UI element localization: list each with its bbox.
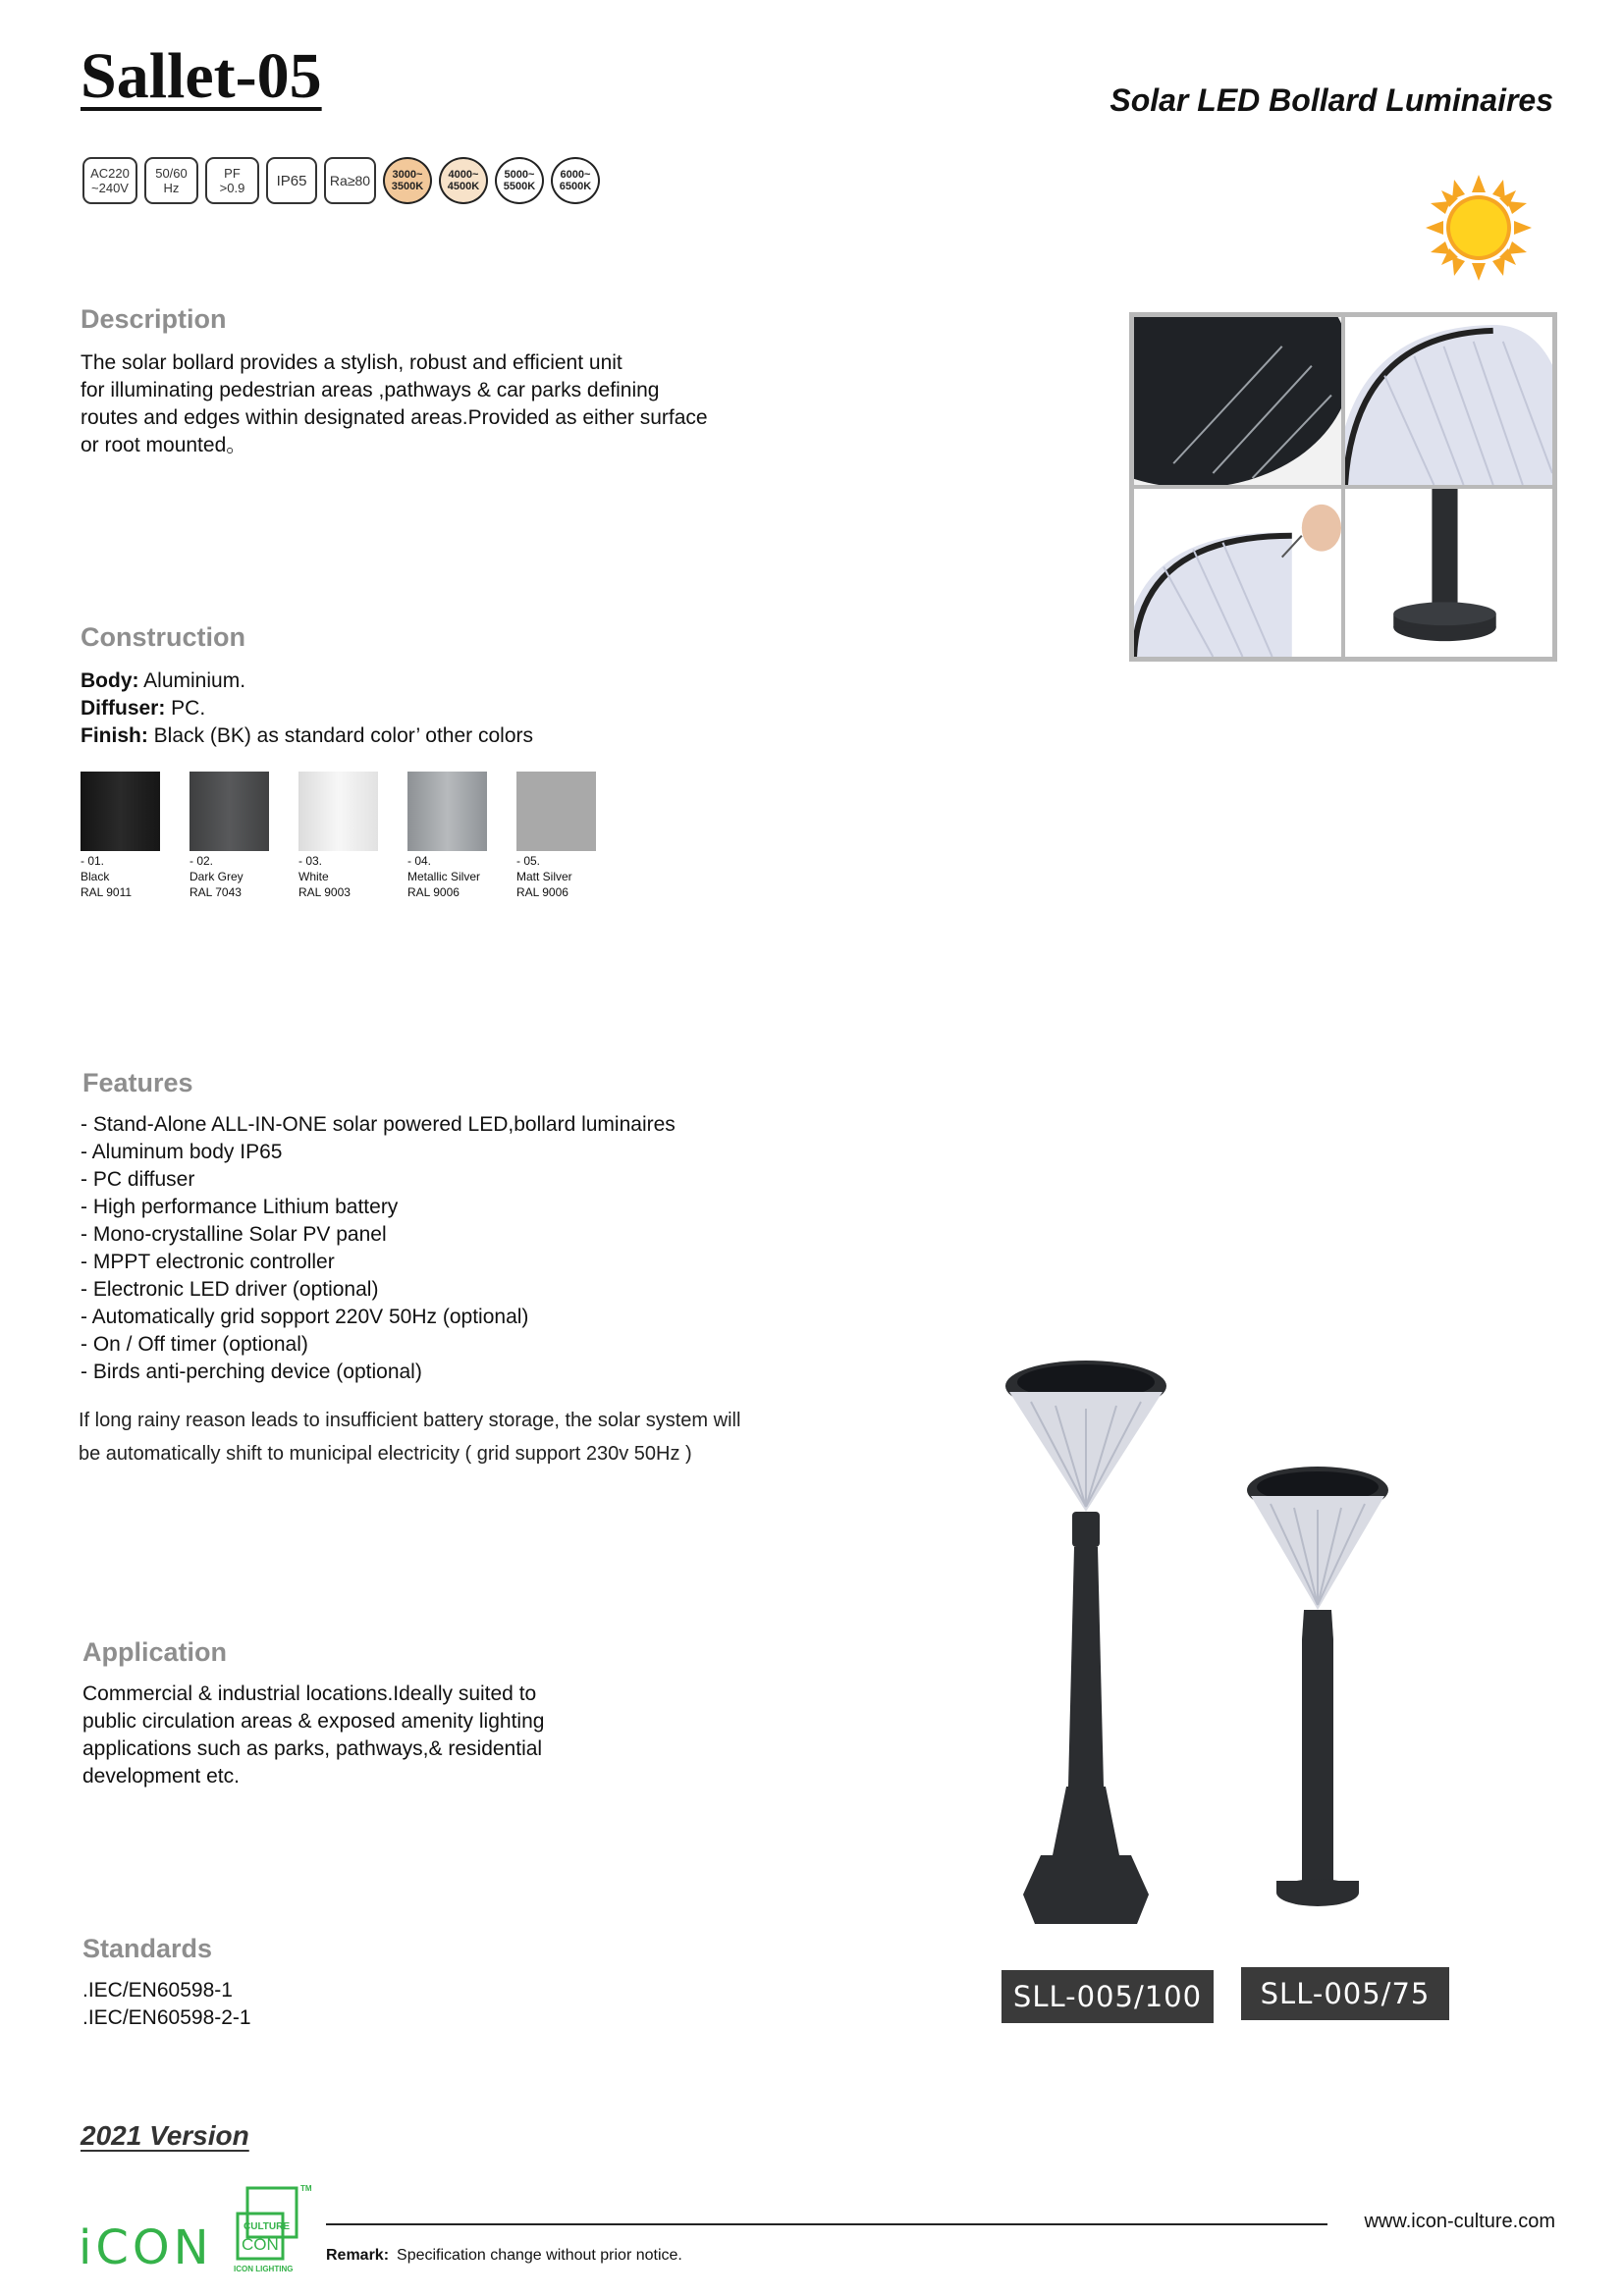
cct-badge-5000k: 5000~ 5500K [495,157,544,204]
diffuser-screw-photo [1134,489,1341,657]
cct-badge-4000k: 4000~ 4500K [439,157,488,204]
sun-icon [1424,173,1534,283]
list-item: - High performance Lithium battery [81,1196,399,1218]
tall-bollard-illustration [1001,1355,1168,1944]
remark: Remark: Specification change without prior notice. [326,2247,682,2264]
frequency-badge: 50/60 Hz [144,157,198,204]
list-item: - Stand-Alone ALL-IN-ONE solar powered LED,bollard luminaires [81,1113,676,1136]
body-spec: Body: Aluminium. [81,669,246,692]
list-item: - PC diffuser [81,1168,195,1191]
footer-divider [326,2223,1327,2225]
list-item: .IEC/EN60598-1 [82,1979,233,2002]
cct-badge-3000k: 3000~ 3500K [383,157,432,204]
application-text: Commercial & industrial locations.Ideally suited to public circulation areas & exposed amenity lighting applications such as parks, pathways,& residential development etc. [82,1682,545,1788]
list-item: - Mono-crystalline Solar PV panel [81,1223,387,1246]
version-label: 2021 Version [81,2120,249,2151]
product-detail-photos [1129,312,1557,662]
grid-support-note: If long rainy reason leads to insufficient battery storage, the solar system will be automatically shift to municipal electricity ( grid support 230v 50Hz ) [79,1410,741,1465]
description-text: The solar bollard provides a stylish, robust and efficient unit for illuminating pedestrian areas ,pathways & car parks defining routes and edges within designated areas.Provided as either surface or root mounted。 [81,351,708,456]
model-tag-100: SLL-005/100 [1001,1970,1214,2023]
list-item: - On / Off timer (optional) [81,1333,308,1356]
cct-badge-6000k: 6000~ 6500K [551,157,600,204]
power-factor-badge: PF >0.9 [205,157,259,204]
finish-spec: Finish: Black (BK) as standard color’ other colors [81,724,533,747]
list-item: .IEC/EN60598-2-1 [82,2006,251,2029]
base-mount-photo [1345,489,1552,657]
description-heading: Description [81,304,227,334]
list-item: - Birds anti-perching device (optional) [81,1361,422,1383]
swatch-matt-silver: - 05. Matt Silver RAL 9006 [516,772,596,900]
features-list [81,1111,676,1386]
solar-panel-photo [1134,317,1341,485]
list-item: - Electronic LED driver (optional) [81,1278,379,1301]
website-link[interactable]: www.icon-culture.com [1364,2211,1555,2232]
diffuser-spec: Diffuser: PC. [81,697,206,720]
list-item: - MPPT electronic controller [81,1251,335,1273]
page-title: Sallet-05 [81,40,322,112]
construction-details [81,667,533,750]
color-swatches [81,772,596,900]
voltage-badge: AC220 ~240V [82,157,137,204]
standards-list [82,1977,251,2032]
culture-logo: TM CULTURE CON ICON LIGHTING [234,2184,312,2273]
ip-rating-badge: IP65 [266,157,317,204]
swatch-black: - 01. Black RAL 9011 [81,772,160,900]
construction-heading: Construction [81,622,245,652]
diffuser-photo [1345,317,1552,485]
application-heading: Application [82,1637,227,1667]
brand-logo-text: iCON [79,2220,213,2275]
swatch-dark-grey: - 02. Dark Grey RAL 7043 [189,772,269,900]
cri-badge: Ra≥80 [324,157,376,204]
short-bollard-illustration [1245,1463,1392,1934]
swatch-metallic-silver: - 04. Metallic Silver RAL 9006 [407,772,487,900]
list-item: - Aluminum body IP65 [81,1141,283,1163]
standards-heading: Standards [82,1934,213,1963]
features-heading: Features [82,1068,193,1097]
swatch-white: - 03. White RAL 9003 [298,772,378,900]
model-tag-75: SLL-005/75 [1241,1967,1449,2020]
list-item: - Automatically grid sopport 220V 50Hz (optional) [81,1306,529,1328]
spec-badges [82,157,600,204]
page-subtitle: Solar LED Bollard Luminaires [1110,82,1553,118]
